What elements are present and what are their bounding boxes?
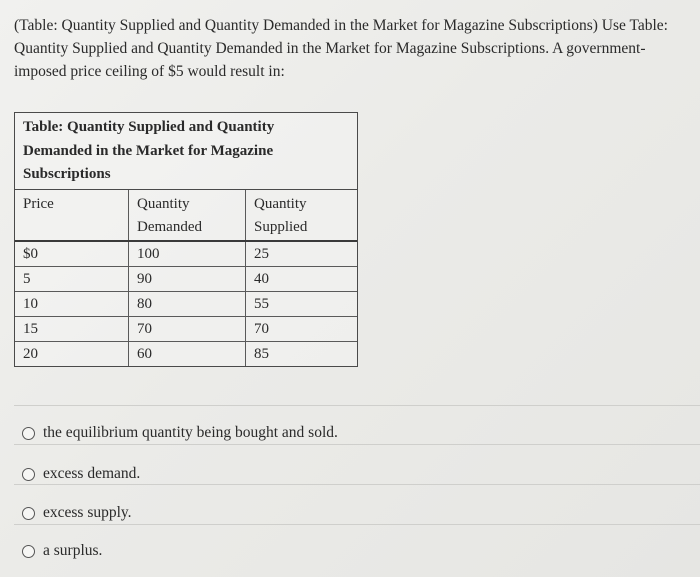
header-quantity-supplied bbox=[246, 190, 358, 241]
table-row bbox=[15, 241, 357, 267]
cell-supplied: 25 bbox=[246, 241, 358, 267]
table-body bbox=[15, 190, 357, 366]
header-quantity-demanded bbox=[129, 190, 246, 241]
cell-supplied: 55 bbox=[246, 291, 358, 316]
cell-demanded: 90 bbox=[129, 266, 246, 291]
option-surplus[interactable] bbox=[22, 542, 102, 560]
cell-price: 20 bbox=[15, 341, 129, 366]
option-label: excess supply. bbox=[43, 504, 132, 521]
option-label: a surplus. bbox=[43, 542, 103, 559]
question-line-2: Quantity Supplied and Quantity Demanded in the Market for Magazine Subscriptions. A government- bbox=[14, 40, 646, 57]
header-demanded-line-1: Quantity bbox=[137, 195, 190, 212]
option-excess-supply[interactable] bbox=[22, 504, 132, 522]
cell-supplied: 70 bbox=[246, 316, 358, 341]
table-caption bbox=[15, 113, 357, 190]
divider bbox=[14, 484, 700, 485]
cell-price: 5 bbox=[15, 266, 129, 291]
header-price bbox=[15, 190, 129, 241]
table-header-row bbox=[15, 190, 357, 241]
option-label: excess demand. bbox=[43, 465, 141, 482]
radio-button[interactable] bbox=[22, 545, 35, 558]
question-text bbox=[14, 14, 684, 83]
header-demanded-line-2: Demanded bbox=[137, 218, 202, 235]
divider bbox=[14, 405, 700, 406]
header-price-label: Price bbox=[23, 195, 54, 212]
header-supplied-line-2: Supplied bbox=[254, 218, 308, 235]
option-equilibrium[interactable] bbox=[22, 424, 338, 442]
cell-demanded: 70 bbox=[129, 316, 246, 341]
cell-price: $0 bbox=[15, 241, 129, 267]
table-row bbox=[15, 266, 357, 291]
cell-demanded: 100 bbox=[129, 241, 246, 267]
table-caption-line-2: Demanded in the Market for Magazine bbox=[23, 142, 274, 159]
radio-button[interactable] bbox=[22, 468, 35, 481]
divider bbox=[14, 524, 700, 525]
cell-price: 10 bbox=[15, 291, 129, 316]
cell-demanded: 80 bbox=[129, 291, 246, 316]
radio-button[interactable] bbox=[22, 507, 35, 520]
header-supplied-line-1: Quantity bbox=[254, 195, 307, 212]
cell-supplied: 40 bbox=[246, 266, 358, 291]
radio-button[interactable] bbox=[22, 427, 35, 440]
table-row bbox=[15, 341, 357, 366]
cell-supplied: 85 bbox=[246, 341, 358, 366]
question-line-1: (Table: Quantity Supplied and Quantity Demanded in the Market for Magazine Subscriptions) Use Table: bbox=[14, 17, 668, 34]
data-table bbox=[14, 112, 358, 367]
option-excess-demand[interactable] bbox=[22, 465, 140, 483]
table-row bbox=[15, 316, 357, 341]
cell-demanded: 60 bbox=[129, 341, 246, 366]
table-caption-line-3: Subscriptions bbox=[23, 166, 111, 182]
cell-price: 15 bbox=[15, 316, 129, 341]
option-label: the equilibrium quantity being bought and sold. bbox=[43, 424, 338, 441]
table-row bbox=[15, 291, 357, 316]
divider bbox=[14, 444, 700, 445]
question-line-3: imposed price ceiling of $5 would result in: bbox=[14, 63, 285, 80]
table-caption-line-1: Table: Quantity Supplied and Quantity bbox=[23, 119, 275, 135]
